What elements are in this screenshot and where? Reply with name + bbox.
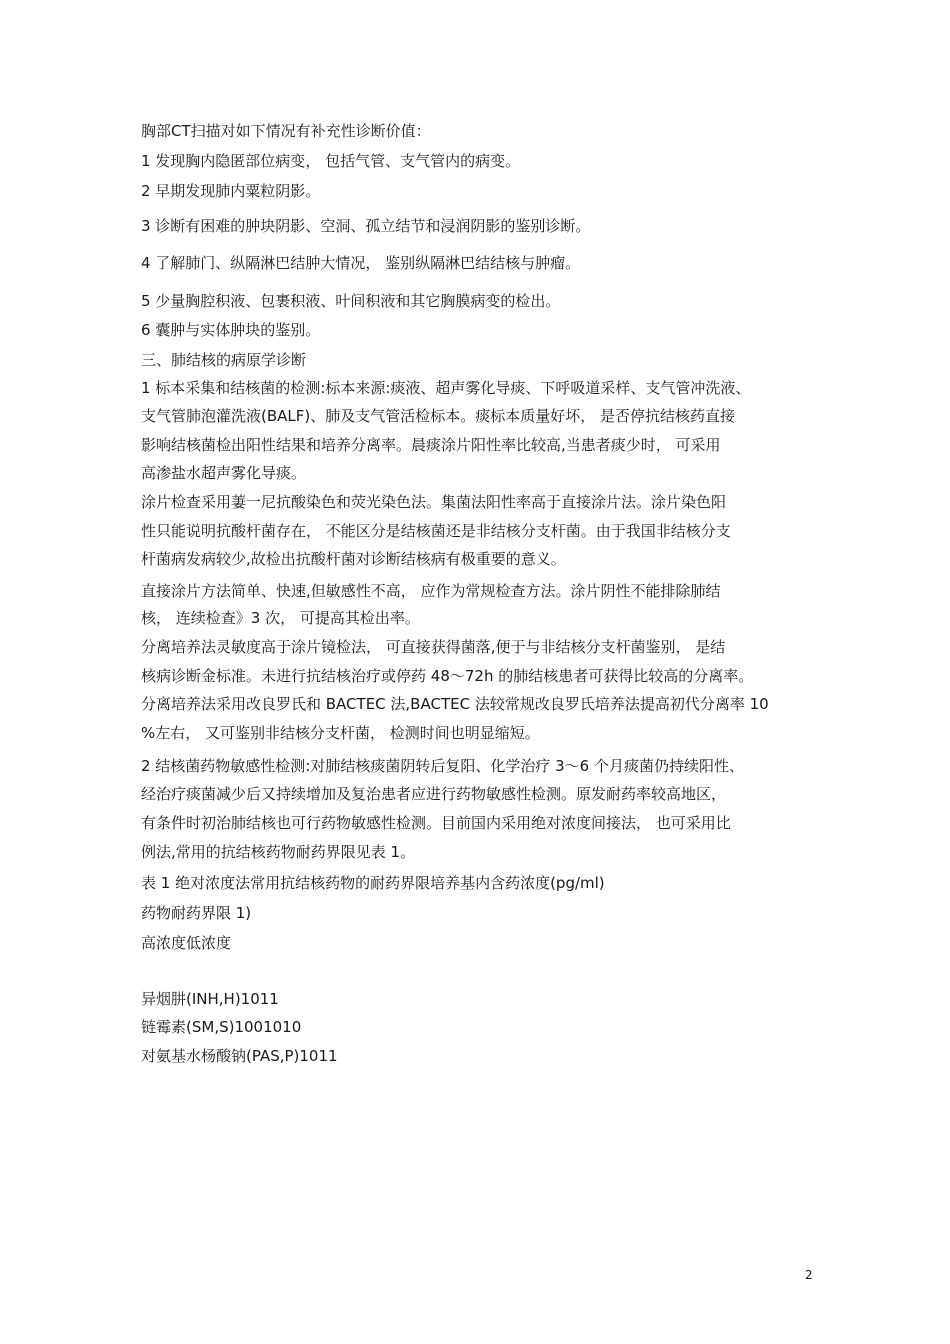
text-line: 核， 连续检查》3 次， 可提高其检出率。 (141, 609, 420, 627)
text-line: 直接涂片方法简单、快速,但敏感性不高， 应作为常规检查方法。涂片阴性不能排除肺结 (141, 582, 721, 600)
table-row: 对氨基水杨酸钠(PAS,P)1011 (141, 1047, 338, 1065)
text-line: 分离培养法灵敏度高于涂片镜检法， 可直接获得菌落,便于与非结核分支杆菌鉴别， 是结 (141, 638, 726, 656)
section-heading: 三、肺结核的病原学诊断 (141, 351, 307, 369)
table-row: 异烟肼(INH,H)1011 (141, 990, 279, 1008)
text-line: 支气管肺泡灌洗液(BALF)、肺及支气管活检标本。痰标本质量好坏， 是否停抗结核药直接 (141, 407, 736, 425)
text-line: 5 少量胸腔积液、包裹积液、叶间积液和其它胸膜病变的检出。 (141, 292, 561, 310)
table-caption: 表 1 绝对浓度法常用抗结核药物的耐药界限培养基内含药浓度(pg/ml) (141, 874, 605, 892)
text-line: 胸部CT扫描对如下情况有补充性诊断价值： (141, 122, 431, 140)
text-line: 性只能说明抗酸杆菌存在， 不能区分是结核菌还是非结核分支杆菌。由于我国非结核分支 (141, 522, 731, 540)
table-header: 高浓度低浓度 (141, 934, 232, 952)
text-line: %左右， 又可鉴别非结核分支杆菌， 检测时间也明显缩短。 (141, 724, 540, 742)
text-line: 2 结核菌药物敏感性检测:对肺结核痰菌阴转后复阳、化学治疗 3～6 个月痰菌仍持续阳性、 (141, 757, 744, 775)
text-line: 核病诊断金标准。未进行抗结核治疗或停药 48～72h 的肺结核患者可获得比较高的分离率。 (141, 667, 754, 685)
table-header: 药物耐药界限 1) (141, 904, 252, 922)
text-line: 6 囊肿与实体肿块的鉴别。 (141, 321, 321, 339)
text-line: 3 诊断有困难的肿块阴影、空洞、孤立结节和浸润阴影的鉴别诊断。 (141, 217, 591, 235)
text-line: 1 发现胸内隐匿部位病变， 包括气管、支气管内的病变。 (141, 152, 521, 170)
text-line: 杆菌病发病较少,故检出抗酸杆菌对诊断结核病有极重要的意义。 (141, 550, 566, 568)
text-line: 1 标本采集和结核菌的检测:标本来源:痰液、超声雾化导痰、下呼吸道采样、支气管冲洗液、 (141, 379, 751, 397)
text-line: 有条件时初治肺结核也可行药物敏感性检测。目前国内采用绝对浓度间接法， 也可采用比 (141, 814, 731, 832)
text-line: 分离培养法采用改良罗氏和 BACTEC 法,BACTEC 法较常规改良罗氏培养法提高初代分离率 10 (141, 695, 769, 713)
text-line: 影响结核菌检出阳性结果和培养分离率。晨痰涂片阳性率比较高,当患者痰少时， 可采用 (141, 436, 721, 454)
text-line: 例法,常用的抗结核药物耐药界限见表 1。 (141, 843, 416, 861)
page-number: 2 (805, 1268, 813, 1282)
text-line: 4 了解肺门、纵隔淋巴结肿大情况， 鉴别纵隔淋巴结结核与肿瘤。 (141, 254, 581, 272)
text-line: 涂片检查采用萋一尼抗酸染色和荧光染色法。集菌法阳性率高于直接涂片法。涂片染色阳 (141, 493, 727, 511)
text-line: 2 早期发现肺内粟粒阴影。 (141, 182, 321, 200)
text-line: 经治疗痰菌减少后又持续增加及复治患者应进行药物敏感性检测。原发耐药率较高地区， (141, 785, 727, 803)
table-row: 链霉素(SM,S)1001010 (141, 1018, 302, 1036)
text-line: 高渗盐水超声雾化导痰。 (141, 464, 307, 482)
